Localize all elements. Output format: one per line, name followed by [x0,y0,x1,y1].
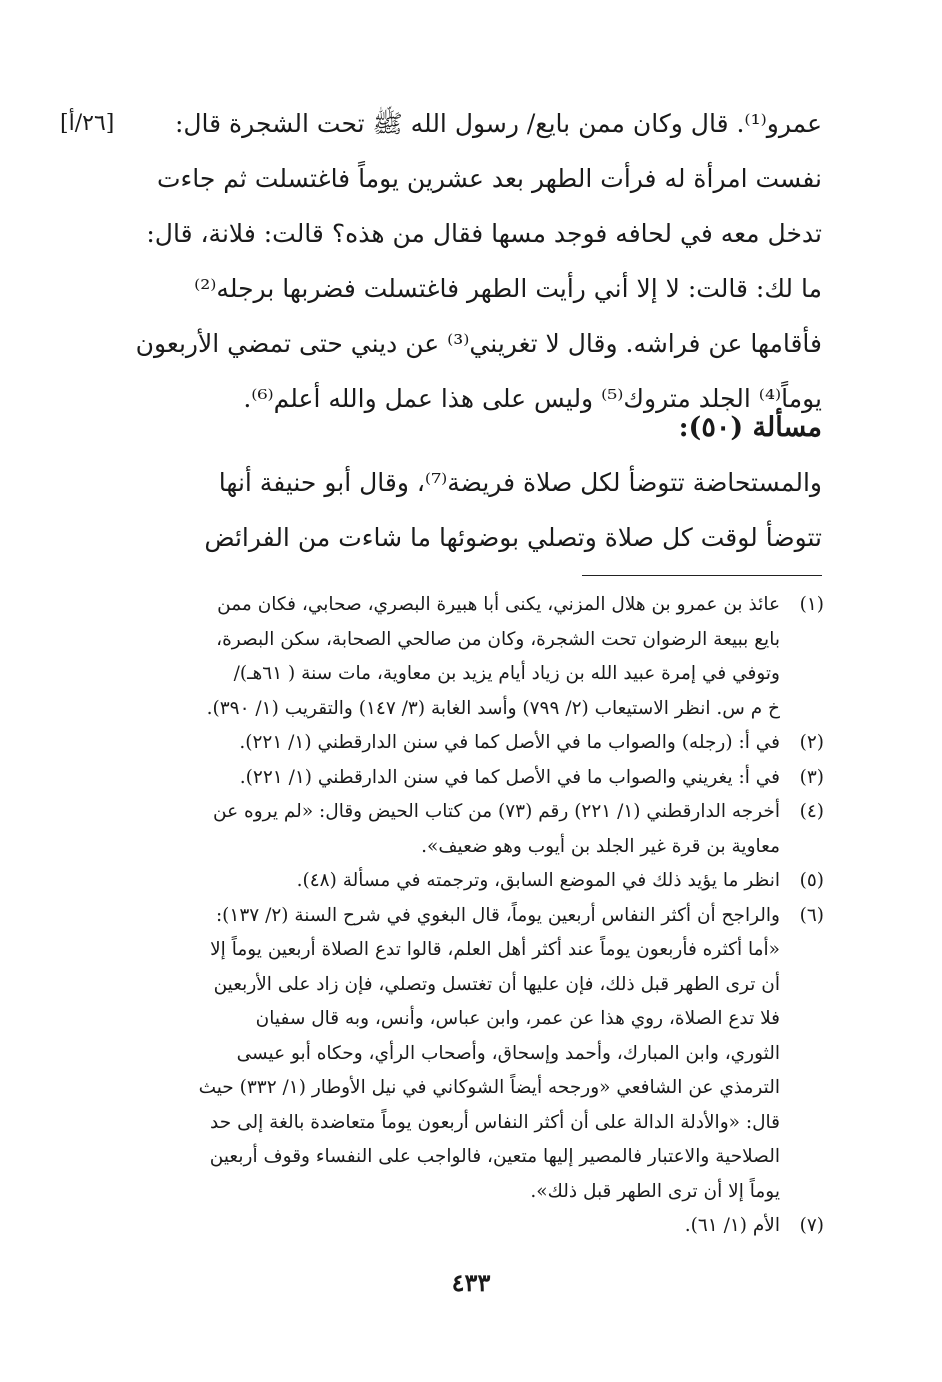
footnote-number: (٤) [799,801,824,822]
footnote-line: يوماً إلا أن ترى الطهر قبل ذلك». [530,1180,780,1202]
manuscript-folio-reference: [٢٦/أ] [60,111,115,136]
footnote-number: (٥) [799,870,824,891]
footnote-line: في أ: يغريني والصواب ما في الأصل كما في سنن الدارقطني (١/ ٢٢١). [239,766,780,788]
footnote-line: «أما أكثره فأربعون يوماً عند أكثر أهل العلم، قالوا تدع الصلاة أربعين يوماً إلا [210,939,780,960]
footnote-number: (١) [799,594,824,615]
footnote-line: والراجح أن أكثر النفاس أربعين يوماً، قال البغوي في شرح السنة (٢/ ١٣٧): [215,904,780,926]
footnote-line: عائذ بن عمرو بن هلال المزني، يكنى أبا هبيرة البصري، صحابي، فكان ممن [217,594,780,615]
footnote-line: وتوفي في إمرة عبيد الله بن زياد أيام يزيد بن معاوية، مات سنة ( ٦١هـ)/ [233,663,780,684]
text-line: والمستحاضة تتوضأ لكل صلاة فريضة⁽⁷⁾، وقال أبو حنيفة أنها [218,468,822,497]
text-line: عمرو⁽¹⁾. قال وكان ممن بايع/ رسول الله ﷺ تحت الشجرة قال: [174,109,822,138]
text-line: تتوضأ لوقت كل صلاة وتصلي بوضوئها ما شاءت من الفرائض [204,523,822,552]
text-line: فأقامها عن فراشه. وقال لا تغريني⁽³⁾ عن ديني حتى تمضي الأربعون [135,329,822,358]
footnote-7 [122,1209,824,1244]
footnote-line: الصلاحية والاعتبار فالمصير إليها متعين، فالواجب على النفساء وقوف أربعين [209,1146,780,1167]
footnote-separator [582,575,822,576]
footnote-line: انظر ما يؤيد ذلك في الموضع السابق، وترجمته في مسألة (٤٨). [296,870,780,891]
footnote-line: خ م س. انظر الاستيعاب (٢/ ٧٩٩) وأسد الغابة (٣/ ١٤٧) والتقريب (١/ ٣٩٠). [206,697,780,719]
footnote-2 [122,726,824,761]
main-paragraph-2 [128,455,822,565]
text-line: ما لك: قالت: لا إلا أني رأيت الطهر فاغتسلت فضربها برجله⁽²⁾ [194,274,822,303]
footnote-1 [122,588,824,726]
footnote-line: معاوية بن قرة غير الجلد بن أيوب وهو ضعيف». [421,835,780,857]
footnote-line: بايع ببيعة الرضوان تحت الشجرة، وكان من صالحي الصحابة، سكن البصرة، [216,628,780,650]
footnote-line: أخرجه الدارقطني (١/ ٢٢١) رقم (٧٣) من كتاب الحيض وقال: «لم يروه عن [213,801,780,822]
footnote-number: (٢) [799,732,824,753]
footnote-line: أن ترى الطهر قبل ذلك، فإن عليها أن تغتسل وتصلي، فإن زاد على الأربعين [213,973,780,995]
footnote-line: فلا تدع الصلاة، روي هذا عن عمر، وابن عباس، وأنس، وبه قال سفيان [255,1008,780,1029]
footnote-line: الثوري، وابن المبارك، وأحمد وإسحاق، وأصحاب الرأي، وحكاه أبو عيسى [236,1042,780,1064]
footnote-line: الترمذي عن الشافعي «ورجحه أيضاً الشوكاني في نيل الأوطار (١/ ٣٣٢) حيث [198,1077,780,1098]
footnote-3 [122,761,824,796]
footnote-line: الأم (١/ ٦١). [684,1215,780,1236]
footnote-line: قال: «والأدلة الدالة على أن أكثر النفاس أربعون يوماً متعاضدة بالغة إلى حد [210,1111,780,1133]
text-line: يوماً⁽⁴⁾ الجلد متروك⁽⁵⁾ وليس على هذا عمل والله أعلم⁽⁶⁾. [243,384,822,413]
footnote-4 [122,795,824,864]
footnote-number: (٧) [799,1215,824,1236]
footnote-5 [122,864,824,899]
footnote-6 [122,899,824,1210]
footnotes [122,588,824,1244]
section-heading: مسألة (٥٠): [678,412,822,443]
text-line: نفست امرأة له فرأت الطهر بعد عشرين يوماً فاغتسلت ثم جاءت [156,164,822,193]
footnote-number: (٣) [799,766,824,788]
footnote-number: (٦) [799,904,824,926]
footnote-line: في أ: (رجله) والصواب ما في الأصل كما في سنن الدارقطني (١/ ٢٢١). [239,732,780,753]
main-paragraph-1 [128,96,822,426]
page-number: ٤٣٣ [451,1268,491,1297]
text-line: تدخل معه في لحافه فوجد مسها فقال من هذه؟ قالت: فلانة، قال: [146,219,822,248]
